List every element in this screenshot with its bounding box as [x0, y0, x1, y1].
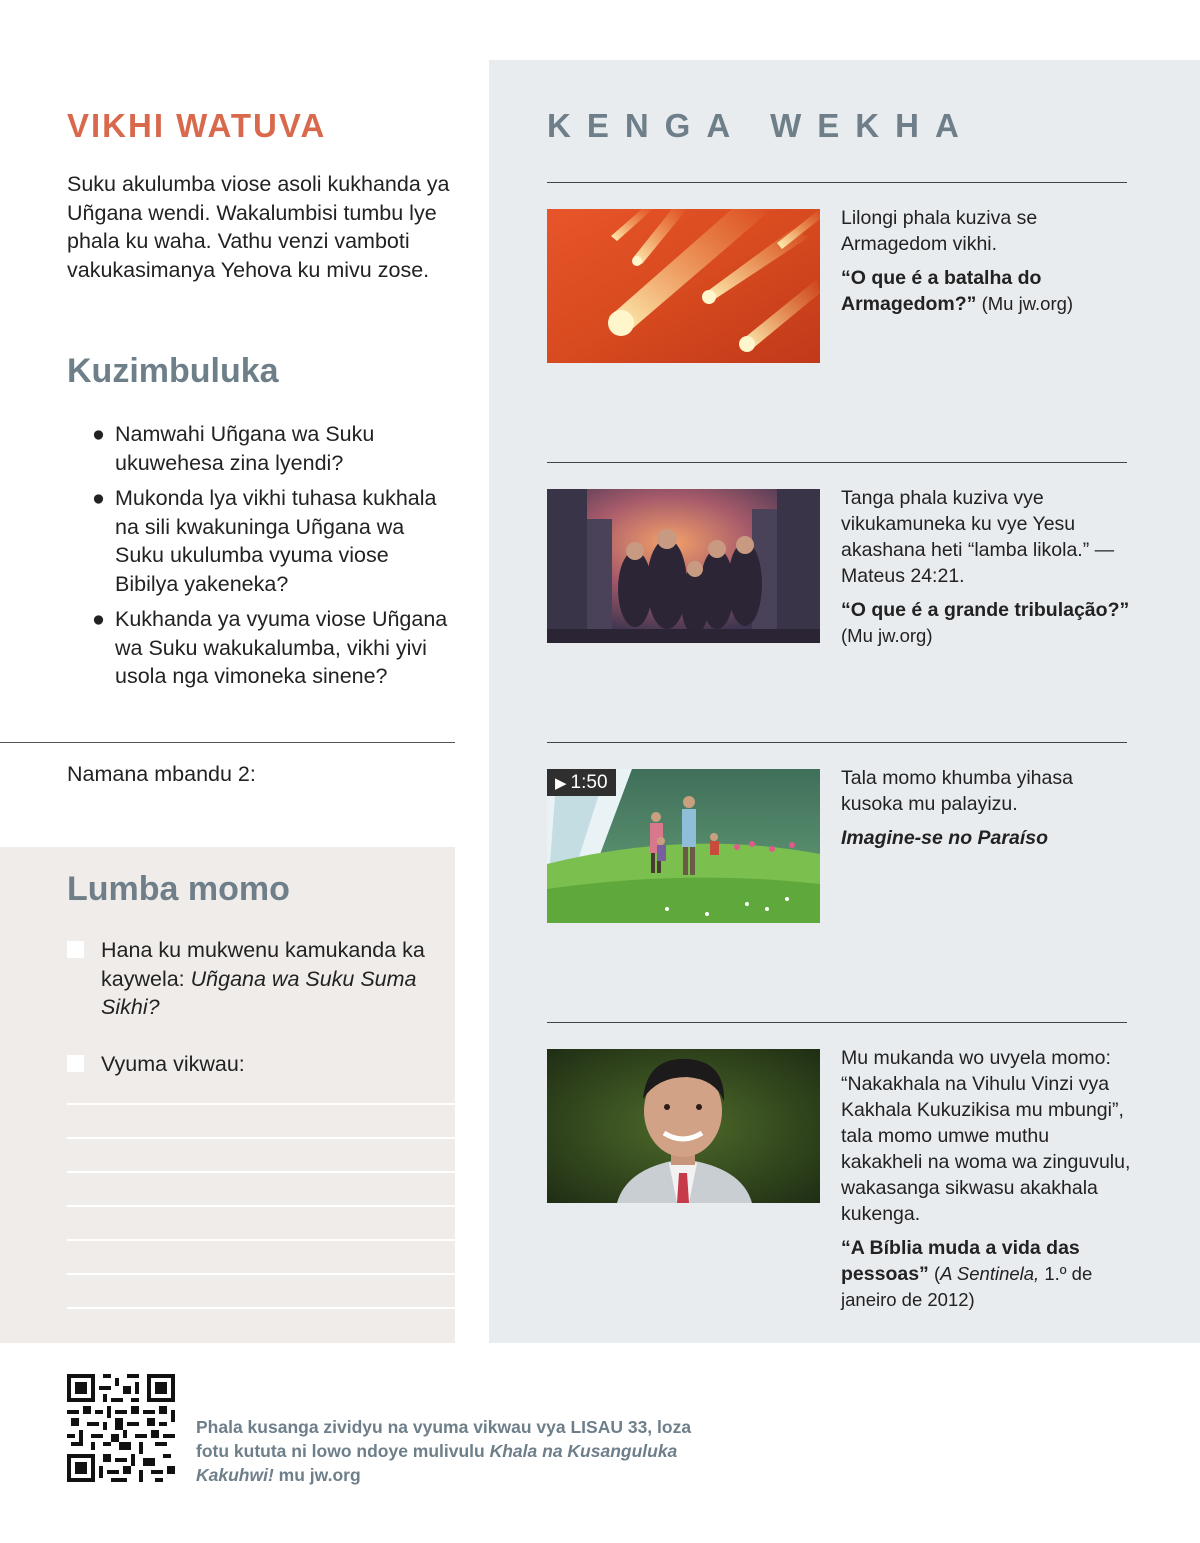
try-it-heading: Lumba momo	[67, 870, 290, 908]
resource-description	[841, 485, 1131, 649]
intro-text: Suku akulumba viose asoli kukhanda ya Uñgana wendi. Wakalumbisi tumbu lye phala ku waha. Vathu venzi vamboti vakukasimanya Yehova ku mivu zose.	[67, 172, 450, 282]
bullet-icon: ●	[92, 422, 105, 446]
smiling-man-portrait-image[interactable]	[547, 1049, 820, 1203]
intro-heading: VIKHI WATUVA	[67, 107, 327, 144]
resource-text: Tala momo khumba yihasa kusoka mu palayizu.	[841, 767, 1073, 815]
resource-text: Lilongi phala kuziva se Armagedom vikhi.	[841, 207, 1038, 255]
resource-description	[841, 205, 1131, 317]
play-icon[interactable]: ▶	[555, 775, 567, 792]
book-title: Khala na Kusanguluka Kakuhwi!	[196, 1441, 678, 1485]
learn-more-heading: KENGA WEKHA	[547, 107, 975, 144]
qr-code-icon[interactable]	[67, 1374, 175, 1482]
bullet-icon: ●	[92, 607, 105, 631]
resource-description	[841, 765, 1131, 851]
resource-title[interactable]: “A Bíblia muda a vida das pessoas”	[841, 1237, 1080, 1285]
resource-description	[841, 1045, 1131, 1313]
question-text: Namwahi Uñgana wa Suku ukuwehesa zina lyendi?	[115, 422, 375, 475]
footer-prefix: Phala kusanga zividyu na vyuma vikwau vya LISAU 33, loza fotu kututa ni lowo ndoye mulivulu	[196, 1417, 692, 1461]
resource-link[interactable]	[841, 597, 1131, 649]
resource-divider	[547, 1022, 1127, 1023]
writing-lines[interactable]	[67, 1103, 455, 1341]
footer-text	[196, 1415, 706, 1487]
question-list	[92, 420, 457, 698]
family-in-paradise-video-image[interactable]	[547, 769, 820, 923]
resource-divider	[547, 182, 1127, 183]
question-item	[92, 420, 457, 477]
resource-divider	[547, 742, 1127, 743]
video-duration: 1:50	[570, 772, 608, 793]
resource-text: Tanga phala kuziva vye vikukamuneka ku vye Yesu akashana heti “lamba likola.” —Mateus 24:21.	[841, 487, 1115, 587]
discover-heading: Kuzimbuluka	[67, 352, 279, 390]
task-item	[67, 1050, 437, 1079]
resource-title[interactable]: “O que é a batalha do Armagedom?”	[841, 267, 1042, 315]
video-duration-badge[interactable]	[547, 769, 616, 796]
booklet-title: Uñgana wa Suku Suma Sikhi?	[101, 966, 417, 1019]
question-text: Kukhanda ya vyuma viose Uñgana wa Suku wakukalumba, vikhi yivi usola nga vimoneka sinene?	[115, 607, 448, 688]
family-in-tribulation-image[interactable]	[547, 489, 820, 643]
resource-source: (Mu jw.org)	[976, 293, 1074, 314]
resource-title[interactable]: “O que é a grande tribulação?”	[841, 599, 1130, 621]
checkbox[interactable]	[67, 941, 84, 958]
question-item	[92, 605, 457, 691]
resource-title[interactable]: Imagine-se no Paraíso	[841, 827, 1048, 849]
resource-link[interactable]	[841, 1235, 1131, 1313]
task-item	[67, 936, 437, 1022]
reflect-label: Namana mbandu 2:	[67, 762, 256, 786]
resource-link[interactable]	[841, 265, 1131, 317]
checkbox[interactable]	[67, 1055, 84, 1072]
section-divider	[0, 742, 455, 743]
bullet-icon: ●	[92, 486, 105, 510]
source-prefix: (	[928, 1263, 941, 1284]
task-text: Vyuma vikwau:	[101, 1052, 245, 1076]
source-date: 1.º de janeiro de 2012)	[841, 1263, 1093, 1310]
footer-suffix[interactable]: mu jw.org	[273, 1465, 361, 1485]
resource-link[interactable]	[841, 825, 1131, 851]
question-item	[92, 484, 457, 598]
question-text: Mukonda lya vikhi tuhasa kukhala na sili kwakuninga Uñgana wa Suku ukulumba vyuma viose Bibilya yakeneka?	[115, 486, 437, 596]
magazine-title: A Sentinela,	[940, 1263, 1040, 1284]
task-text: Hana ku mukwenu kamukanda ka kaywela:	[101, 938, 425, 991]
resource-text: Mu mukanda wo uvyela momo: “Nakakhala na Vihulu Vinzi vya Kakhala Kukuzikisa mu mbungi”, tala momo umwe muthu kakakheli na woma wa zinguvulu, wakasanga sikwasu akakhala kukenga.	[841, 1047, 1131, 1225]
resource-source: (Mu jw.org)	[841, 625, 933, 646]
meteors-falling-image[interactable]	[547, 209, 820, 363]
resource-divider	[547, 462, 1127, 463]
